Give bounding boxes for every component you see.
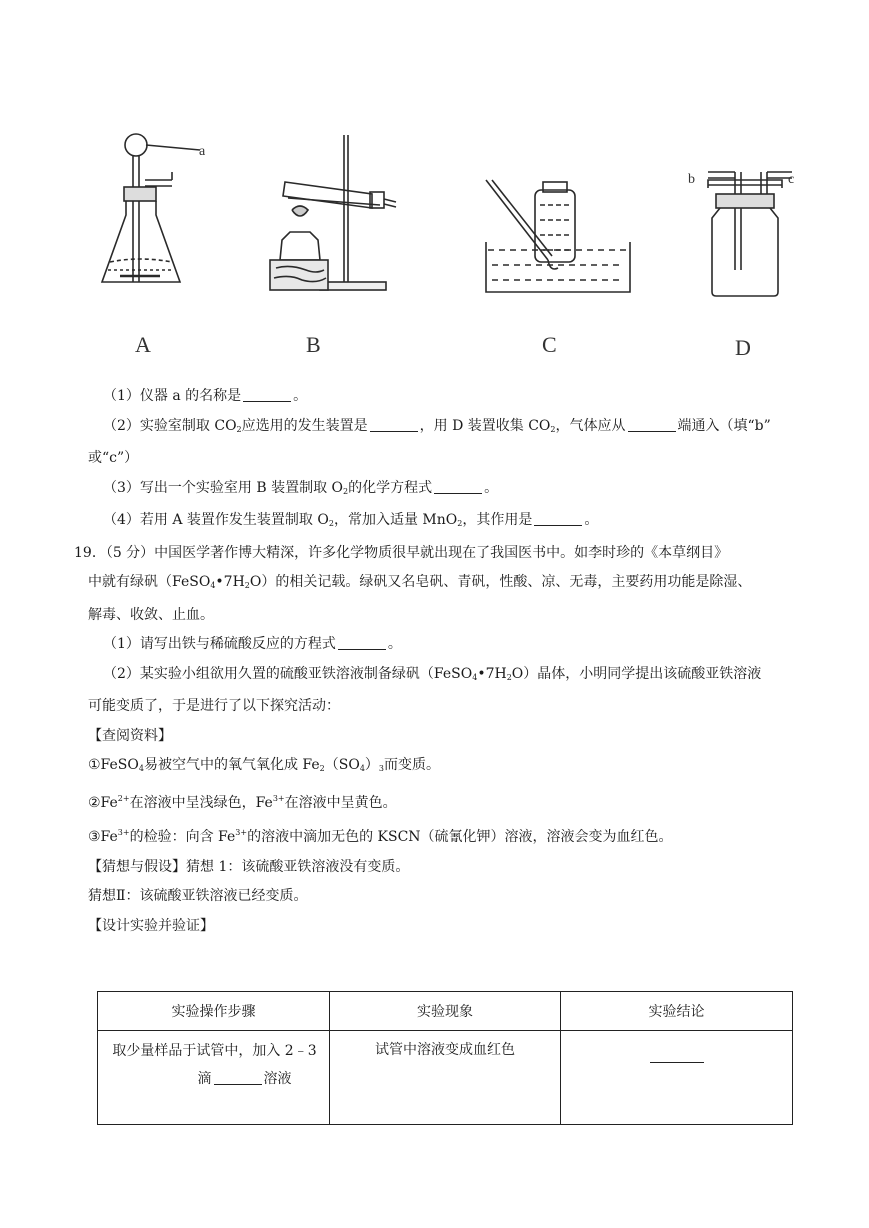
question-text [74,382,793,941]
tag-c: c [788,172,795,187]
ref-item-3: $③Fe^{3+}$的检验：向含 $Fe^{3+}$的溶液中滴加无色的 KSCN（硫氰化钾）溶液，溶液会变为血红色。 [88,828,673,845]
q19-part1: （1）请写出铁与稀硫酸反应的方程式 。 [103,636,402,652]
q18-part2: （2）实验室制取 $CO_2$应选用的发生装置是 ，用 D 装置收集 $CO_2$，气体应从 端通入（填“b” [103,417,771,434]
q18-part1: （1）仪器 a 的名称是 。 [103,388,308,404]
cell-steps: 取少量样品于试管中，加入 2﹣3 滴 溶液 [98,1031,330,1125]
q19-intro-line3: 解毒、收敛、止血。 [88,606,214,623]
apparatus-figure [80,110,820,370]
label-b: B [306,332,321,357]
apparatus-c-drawing [486,180,630,292]
label-a: A [135,332,151,357]
tag-b: b [688,172,695,187]
q18-part4: （4）若用 A 装置作发生装置制取 $O_2$，常加入适量 MnO$_2$，其作用是 。 [103,512,599,528]
label-c: C [542,332,557,357]
table-header-row [98,992,793,1031]
answer-blank[interactable] [534,511,582,526]
cell-conclusion [561,1031,793,1125]
answer-blank[interactable] [243,387,291,402]
q18-part2-line2: 或“c”） [88,450,139,466]
design-heading: 【设计实验并验证】 [88,917,214,934]
q18-part3: （3）写出一个实验室用 B 装置制取 $O_2$的化学方程式 。 [103,479,499,496]
header-conclusion: 实验结论 [561,992,793,1031]
hypothesis-2: 猜想Ⅱ：该硫酸亚铁溶液已经变质。 [88,888,308,904]
apparatus-d-drawing [708,172,795,296]
ref-heading: 【查阅资料】 [88,727,172,744]
answer-blank[interactable] [214,1070,262,1085]
q19-part2: （2）某实验小组欲用久置的硫酸亚铁溶液制备绿矾$(FeSO_4•7H_2O)$晶体，小明同学提出该硫酸亚铁溶液 [103,665,762,682]
apparatus-a-drawing [102,134,200,282]
q19-intro-line1: 19．（5 分）中国医学著作博大精深，许多化学物质很早就出现在了我国医书中。如李时珍的《本草纲目》 [74,544,729,561]
apparatus-b-drawing [270,135,396,290]
header-phenomenon: 实验现象 [330,992,561,1031]
ref-item-2: $②Fe^{2+}$在溶液中呈浅绿色，$Fe^{3+}$在溶液中呈黄色。 [88,793,397,811]
ref-item-1: ①FeSO$_4$易被空气中的氧气氧化成 $Fe_2(SO_4)_3$而变质。 [88,757,440,773]
tag-a: a [199,144,206,159]
answer-blank[interactable] [338,635,386,650]
header-steps: 实验操作步骤 [98,992,330,1031]
table-row [98,1031,793,1125]
hypothesis-1: 【猜想与假设】猜想 1：该硫酸亚铁溶液没有变质。 [88,858,410,875]
answer-blank[interactable] [650,1061,704,1063]
answer-blank[interactable] [628,417,676,432]
answer-blank[interactable] [370,417,418,432]
q19-intro-line2: 中就有绿矾$(FeSO_4•7H_2O)$的相关记载。绿矾又名皂矾、青矾，性酸、凉、无毒，主要药用功能是除湿、 [88,574,752,590]
answer-blank[interactable] [434,479,482,494]
experiment-table [97,991,793,1125]
apparatus-drawing [80,110,820,370]
label-d: D [735,335,751,360]
cell-phenomenon: 试管中溶液变成血红色 [330,1031,561,1125]
q19-part2-line2: 可能变质了，于是进行了以下探究活动： [88,698,340,714]
